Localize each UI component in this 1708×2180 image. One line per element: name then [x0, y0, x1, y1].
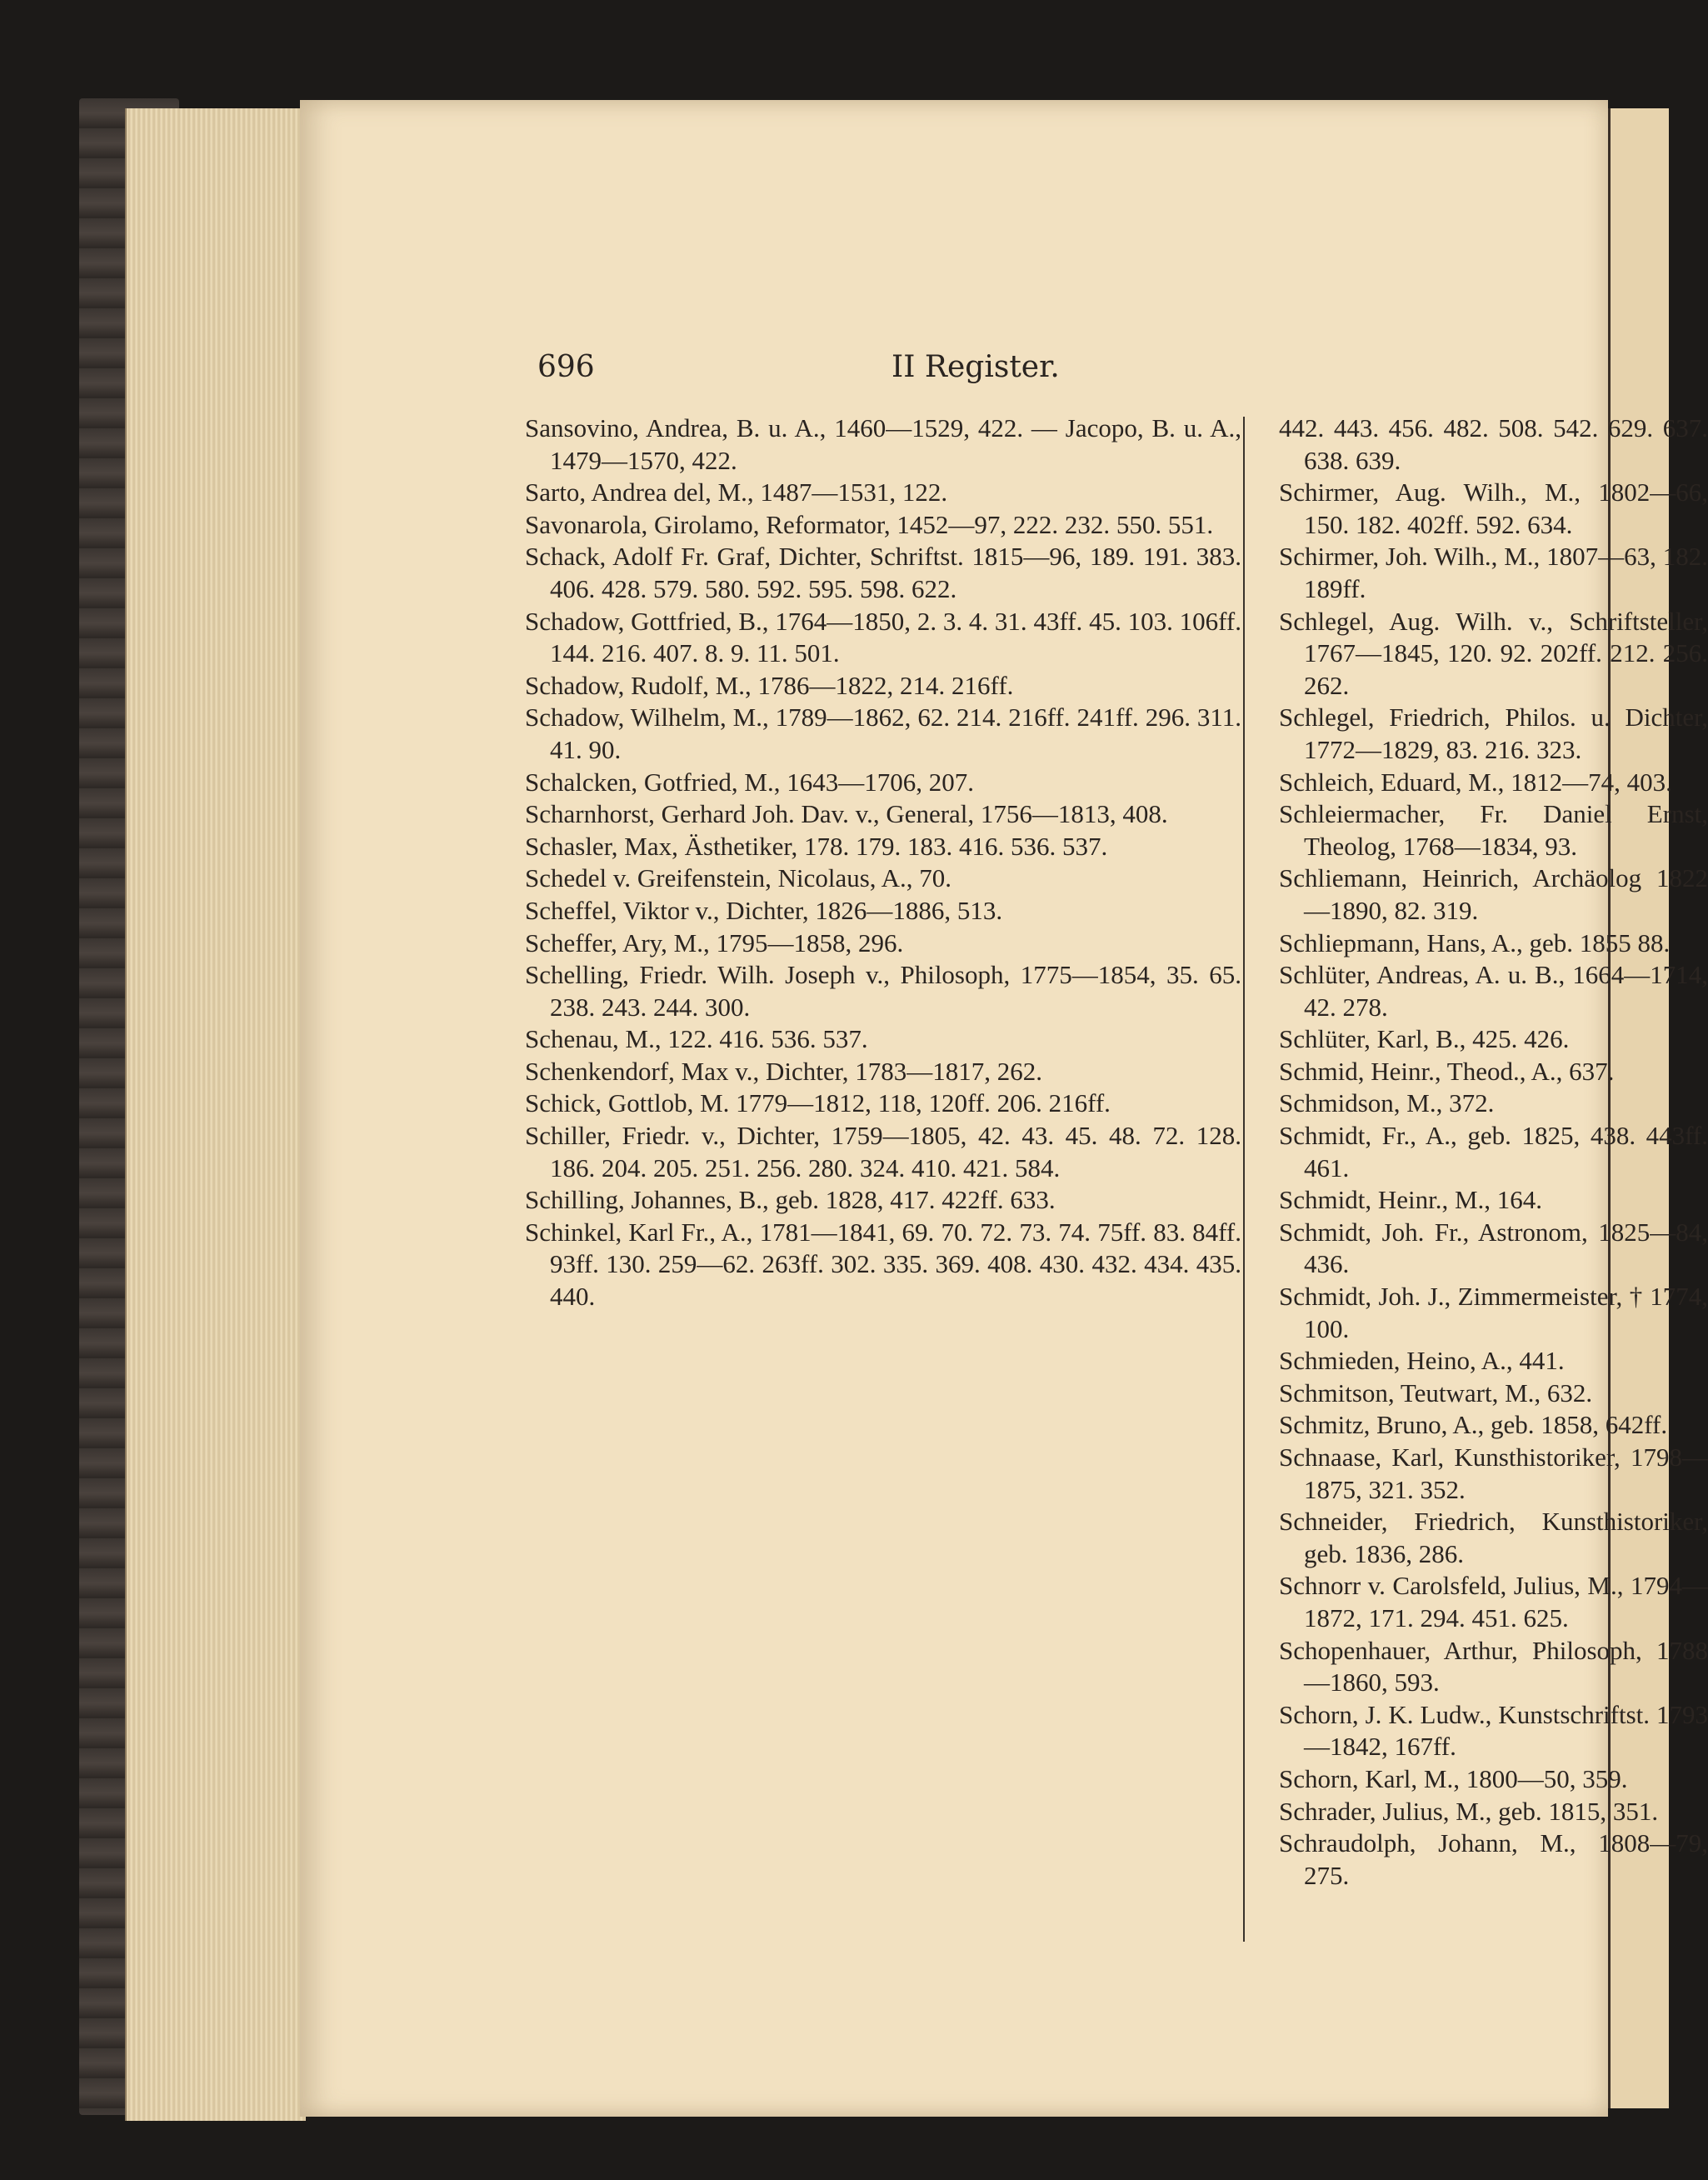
index-entry: Schilling, Johannes, B., geb. 1828, 417. 422ff. 633.	[525, 1185, 1056, 1215]
index-entry: Schmieden, Heino, A., 441.	[1279, 1346, 1565, 1376]
index-entry: Scheffer, Ary, M., 1795—1858, 296.	[525, 928, 904, 958]
index-entry: Schiller, Friedr. v., Dichter, 1759—1805, 42. 43. 45. 48. 72. 128. 186. 204. 205. 251. 256. 280. 324. 410. 421. 584.	[525, 1121, 1241, 1182]
page-edges	[125, 108, 306, 2121]
index-entry: Schirmer, Aug. Wilh., M., 1802—66, 150. 182. 402ff. 592. 634.	[1279, 478, 1708, 539]
index-entry: Schlegel, Aug. Wilh. v., Schriftsteller, 1767—1845, 120. 92. 202ff. 212. 256. 262.	[1279, 606, 1708, 700]
page-header	[300, 258, 1608, 384]
index-entry: Schleiermacher, Fr. Daniel Ernst, Theolog, 1768—1834, 93.	[1279, 799, 1708, 861]
index-entry: Schick, Gottlob, M. 1779—1812, 118, 120ff. 206. 216ff.	[525, 1088, 1111, 1118]
index-entry: Savonarola, Girolamo, Reformator, 1452—97, 222. 232. 550. 551.	[525, 509, 1214, 539]
index-entry: Schmidson, M., 372.	[1279, 1088, 1495, 1118]
book-page	[300, 100, 1708, 2117]
index-entry: Schleich, Eduard, M., 1812—74, 403.	[1279, 767, 1672, 797]
index-entry: Schadow, Gottfried, B., 1764—1850, 2. 3. 4. 31. 43ff. 45. 103. 106ff. 144. 216. 407. 8. 9. 11. 501.	[525, 606, 1241, 668]
index-entry: Schliepmann, Hans, A., geb. 1855 88.	[1279, 928, 1671, 958]
index-entry: Schinkel, Karl Fr., A., 1781—1841, 69. 70. 72. 73. 74. 75ff. 83. 84ff. 93ff. 130. 259—62. 263ff. 302. 335. 369. 408. 430. 432. 434. 435. 440.	[525, 1217, 1241, 1312]
index-entry: Schnaase, Karl, Kunsthistoriker, 1798—1875, 321. 352.	[1279, 1442, 1708, 1504]
index-entry: Schadow, Wilhelm, M., 1789—1862, 62. 214. 216ff. 241ff. 296. 311. 41. 90.	[525, 702, 1241, 764]
running-title: II Register.	[891, 350, 1060, 384]
index-entry: Schmid, Heinr., Theod., A., 637.	[1279, 1056, 1615, 1086]
index-entry: Schnorr v. Carolsfeld, Julius, M., 1794—1872, 171. 294. 451. 625.	[1279, 1571, 1708, 1632]
index-entry: Schasler, Max, Ästhetiker, 178. 179. 183. 416. 536. 537.	[525, 831, 1108, 861]
page-number: 696	[537, 350, 595, 384]
index-entry: Schmidt, Heinr., M., 164.	[1279, 1185, 1543, 1215]
index-entry: Schneider, Friedrich, Kunsthistoriker, geb. 1836, 286.	[1279, 1507, 1708, 1568]
index-entry: Schlüter, Andreas, A. u. B., 1664—1714, 42. 278.	[1279, 960, 1708, 1022]
index-entry: Schmidt, Joh. J., Zimmermeister, † 1774, 100.	[1279, 1282, 1708, 1343]
index-entry: Schorn, J. K. Ludw., Kunstschriftst. 1793—1842, 167ff.	[1279, 1699, 1708, 1762]
column-divider	[1243, 417, 1245, 1942]
index-entry: Schack, Adolf Fr. Graf, Dichter, Schriftst. 1815—96, 189. 191. 383. 406. 428. 579. 580. 592. 595. 598. 622.	[525, 542, 1241, 603]
index-entry: Schliemann, Heinrich, Archäolog 1822—1890, 82. 319.	[1279, 863, 1708, 925]
index-entry: Schirmer, Joh. Wilh., M., 1807—63, 182. 189ff.	[1279, 542, 1708, 603]
index-entry: Schalcken, Gotfried, M., 1643—1706, 207.	[525, 767, 974, 797]
index-entry: Sansovino, Andrea, B. u. A., 1460—1529, 422. — Jacopo, B. u. A., 1479—1570, 422.	[525, 413, 1241, 475]
index-entry: Schlüter, Karl, B., 425. 426.	[1279, 1024, 1570, 1054]
index-entry: Schlegel, Friedrich, Philos. u. Dichter, 1772—1829, 83. 216. 323.	[1279, 702, 1708, 764]
index-entry: Schenau, M., 122. 416. 536. 537.	[525, 1024, 868, 1054]
index-entry: Schmidt, Fr., A., geb. 1825, 438. 443ff. 461.	[1279, 1121, 1708, 1182]
index-entry: Schopenhauer, Arthur, Philosoph, 1788—1860, 593.	[1279, 1635, 1708, 1698]
index-entry: Schenkendorf, Max v., Dichter, 1783—1817, 262.	[525, 1056, 1042, 1086]
index-entry: Schmidt, Joh. Fr., Astronom, 1825—84, 436.	[1279, 1217, 1708, 1279]
index-entry: Scharnhorst, Gerhard Joh. Dav. v., General, 1756—1813, 408.	[525, 799, 1168, 829]
index-column-left	[525, 412, 1241, 1313]
index-entry: Schorn, Karl, M., 1800—50, 359.	[1279, 1763, 1628, 1793]
index-entry: Schedel v. Greifenstein, Nicolaus, A., 70.	[525, 863, 951, 893]
index-entry: Schelling, Friedr. Wilh. Joseph v., Philosoph, 1775—1854, 35. 65. 238. 243. 244. 300.	[525, 960, 1241, 1022]
index-entry: Schrader, Julius, M., geb. 1815, 351.	[1279, 1796, 1659, 1826]
index-entry: Sarto, Andrea del, M., 1487—1531, 122.	[525, 478, 948, 508]
index-entry: Schadow, Rudolf, M., 1786—1822, 214. 216ff.	[525, 670, 1014, 700]
index-entry: Schraudolph, Johann, M., 1808—79, 275.	[1279, 1828, 1708, 1890]
index-column-right	[1279, 412, 1708, 1892]
index-entry: Schmitz, Bruno, A., geb. 1858, 642ff.	[1279, 1410, 1668, 1440]
index-entry: Schmitson, Teutwart, M., 632.	[1279, 1378, 1593, 1408]
index-entry: 442. 443. 456. 482. 508. 542. 629. 637. 638. 639.	[1279, 413, 1708, 475]
index-entry: Scheffel, Viktor v., Dichter, 1826—1886, 513.	[525, 895, 1003, 925]
